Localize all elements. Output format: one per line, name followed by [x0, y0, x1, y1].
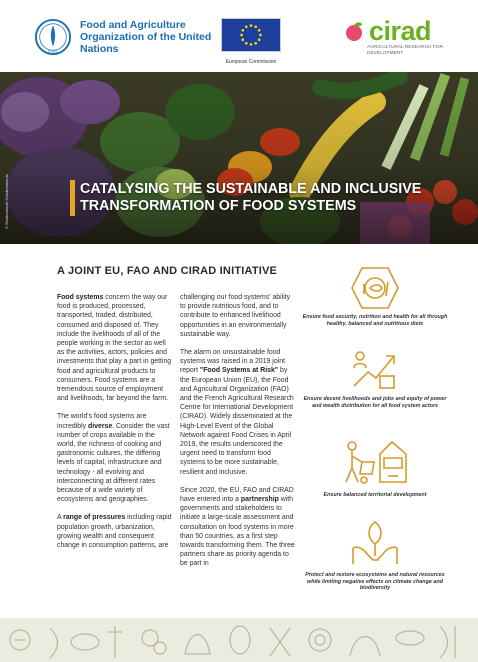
vegetables-banner — [0, 72, 478, 244]
fao-logo-text: FAO — [48, 50, 58, 56]
cirad-leaf-icon — [343, 21, 365, 43]
goal-caption: Ensure balanced territorial development — [323, 492, 427, 498]
paragraph: The world's food systems are incredibly diverse. Consider the vast number of crops available in the world, the richness of cooking and gastronomic cultures, the differing levels of capital, infrastructure and technology - all evolving and interconnecting at different rates because of a wide variety of ecosystems and geographies. — [57, 413, 170, 504]
goal-caption: Protect and restore ecosystems and natural resources while limiting negative effects on climate change and biodiversity — [305, 572, 445, 592]
goal-territorial — [300, 436, 450, 499]
cirad-name: cirad — [369, 16, 432, 46]
paragraph: The alarm on unsustainable food systems was raised in a 2019 joint report "Food Systems at Risk" by the European Union (EU), the Food and Agricultural Organization (FAO) and the French Agricultural Research Centre for International Development (CIRAD). Widely disseminated at the High-Level Event of the Global Network against Food Crises in April 2019, the results underscored the urgent need to transform food systems to be more sustainable, resilient and inclusive. — [180, 349, 294, 476]
cirad-logo-block — [343, 16, 453, 66]
cirad-tagline: AGRICULTURAL RESEARCH FOR DEVELOPMENT — [367, 45, 443, 56]
text-column-2 — [180, 293, 297, 578]
photo-credit: ©Shutterstock/ Goodmoments — [4, 174, 9, 230]
paragraph: A range of pressures including rapid population growth, urbanization, growing wealth and consequent change in consumption patterns, are — [57, 514, 172, 550]
page-header — [0, 0, 478, 72]
fao-logo-icon — [34, 18, 72, 56]
fao-logo-block — [34, 18, 230, 56]
footer-food-pattern — [0, 618, 478, 662]
eu-name: European Commission — [225, 59, 277, 65]
eu-logo-block — [221, 18, 281, 68]
goal-food-security — [300, 266, 450, 327]
food-pattern-illustration — [0, 618, 478, 662]
territorial-development-icon — [340, 436, 410, 488]
paragraph: challenging our food systems' ability to provide nutritious food, and to contribute to enhanced livelihood opportunities in an environmentally sustainable way. — [180, 294, 291, 338]
goal-caption: Ensure food security, nutrition and health for all through healthy, balanced and nutritious diets — [302, 314, 448, 327]
initiative-subtitle: A JOINT EU, FAO AND CIRAD INITIATIVE — [57, 265, 278, 277]
paragraph: Food systems concern the way our food is produced, processed, transported, traded, distributed, consumed and disposed of. They include the livelihoods of all of the people working in the sector as well as the activities, actors, policies and investments that play a part in getting food and agricultural products to consumers. Food systems are a tremendous source of employment and livelihoods, far beyond the farm. — [57, 294, 172, 403]
paragraph: Since 2020, the EU, FAO and CIRAD have entered into a partnership with governments and stakeholders to initiate a large-scale assessment and consultation on food systems in more than 50 countries, as a first step towards transforming them. The three partners share as priority agenda to be part in — [180, 486, 295, 568]
ecosystems-icon — [349, 518, 401, 568]
goal-ecosystems — [300, 518, 450, 592]
page-title: CATALYSING THE SUSTAINABLE AND INCLUSIVE TRANSFORMATION OF FOOD SYSTEMS — [80, 181, 422, 214]
eu-flag-icon — [221, 18, 281, 52]
fao-name: Food and Agriculture Organization of the United Nations — [80, 19, 212, 55]
text-column-1 — [57, 293, 174, 559]
goal-caption: Ensure decent livelihoods and jobs and equity of power and wealth distribution for all food system actors — [303, 396, 447, 409]
title-accent-bar — [70, 180, 75, 216]
goal-livelihoods — [300, 346, 450, 409]
livelihoods-icon — [350, 346, 400, 392]
vegetables-photo — [0, 72, 478, 244]
food-security-icon — [350, 266, 400, 310]
